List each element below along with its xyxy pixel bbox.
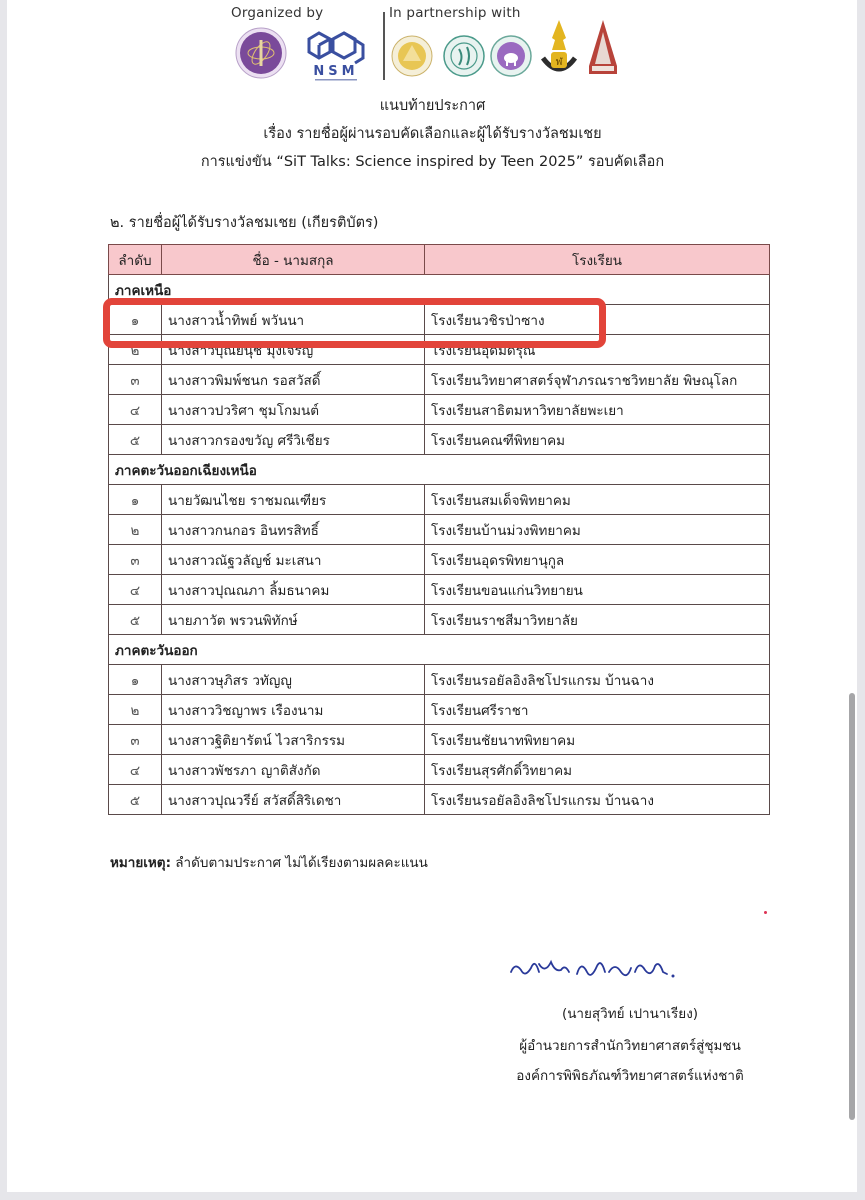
name-cell: นางสาวน้ำทิพย์ พวันนา — [162, 305, 425, 335]
school-cell: โรงเรียนรอยัลอิงลิชโปรแกรม บ้านฉาง — [425, 665, 770, 695]
school-cell: โรงเรียนวชิรป่าซาง — [425, 305, 770, 335]
name-cell: นายภาวัต พรวนพิทักษ์ — [162, 605, 425, 635]
school-cell: โรงเรียนชัยนาทพิทยาคม — [425, 725, 770, 755]
rank-cell: ๕ — [109, 605, 162, 635]
school-cell: โรงเรียนบ้านม่วงพิทยาคม — [425, 515, 770, 545]
table-row — [109, 725, 770, 755]
note-text: ลำดับตามประกาศ ไม่ได้เรียงตามผลคะแนน — [170, 855, 428, 871]
rank-cell: ๕ — [109, 425, 162, 455]
table-row — [109, 395, 770, 425]
name-cell: นางสาวปุณณภา ลิ้มธนาคม — [162, 575, 425, 605]
rank-cell: ๒ — [109, 335, 162, 365]
school-cell: โรงเรียนอุดรพิทยานุกูล — [425, 545, 770, 575]
name-cell: นางสาวพิมพ์ชนก รอสวัสดิ์ — [162, 365, 425, 395]
signatory-position-1: ผู้อำนวยการสำนักวิทยาศาสตร์สู่ชุมชน — [519, 1038, 741, 1054]
name-cell: นางสาวณัฐวลัญช์ มะเสนา — [162, 545, 425, 575]
school-cell: โรงเรียนวิทยาศาสตร์จุฬาภรณราชวิทยาลัย พิษณุโลก — [425, 365, 770, 395]
scrollbar-thumb[interactable] — [849, 693, 855, 1120]
header-school: โรงเรียน — [425, 245, 770, 275]
school-cell: โรงเรียนศรีราชา — [425, 695, 770, 725]
signatory-name: (นายสุวิทย์ เปานาเรียง) — [561, 1006, 699, 1022]
rank-cell: ๓ — [109, 545, 162, 575]
nsm-logo — [303, 25, 369, 83]
organized-by-label: Organized by — [231, 5, 324, 21]
table-row — [109, 605, 770, 635]
school-cell: โรงเรียนอุดมดรุณี — [425, 335, 770, 365]
scrollbar-track[interactable] — [857, 0, 865, 1200]
name-cell: นางสาวพัชรภา ญาติสังกัด — [162, 755, 425, 785]
red-temple-logo — [586, 18, 620, 78]
rank-cell: ๔ — [109, 395, 162, 425]
region-name: ภาคตะวันออก — [109, 635, 770, 665]
school-cell: โรงเรียนขอนแก่นวิทยายน — [425, 575, 770, 605]
name-cell: นางสาวปุณวรีย์ สวัสดิ์สิริเดชา — [162, 785, 425, 815]
name-cell: นางสาวกนกอร อินทรสิทธิ์ — [162, 515, 425, 545]
header-rank: ลำดับ — [109, 245, 162, 275]
document-title — [0, 92, 865, 176]
table-row — [109, 365, 770, 395]
rank-cell: ๒ — [109, 695, 162, 725]
school-cell: โรงเรียนราชสีมาวิทยาลัย — [425, 605, 770, 635]
rank-cell: ๑ — [109, 665, 162, 695]
stray-mark — [764, 911, 767, 914]
school-cell: โรงเรียนรอยัลอิงลิชโปรแกรม บ้านฉาง — [425, 785, 770, 815]
green-seal-logo — [443, 35, 485, 77]
svg-text:ฬ: ฬ — [555, 57, 563, 68]
rank-cell: ๓ — [109, 725, 162, 755]
gold-seal-logo — [391, 35, 433, 77]
header-name: ชื่อ - นามสกุล — [162, 245, 425, 275]
school-cell: โรงเรียนสาธิตมหาวิทยาลัยพะเยา — [425, 395, 770, 425]
rank-cell: ๓ — [109, 365, 162, 395]
title-line-2: เรื่อง รายชื่อผู้ผ่านรอบคัดเลือกและผู้ได้รับรางวัลชมเชย — [263, 126, 602, 142]
name-cell: นายวัฒนไชย ราชมณเฑียร — [162, 485, 425, 515]
purple-seal-logo — [235, 27, 287, 79]
note-label: หมายเหตุ: — [110, 855, 171, 871]
rank-cell: ๒ — [109, 515, 162, 545]
table-row — [109, 515, 770, 545]
table-row — [109, 665, 770, 695]
school-cell: โรงเรียนคณฑีพิทยาคม — [425, 425, 770, 455]
gold-crown-emblem-logo — [539, 18, 579, 80]
partnership-label: In partnership with — [389, 5, 521, 21]
nsm-text: NSM — [313, 64, 359, 79]
table-header-row — [109, 245, 770, 275]
name-cell: นางสาวฐิติยารัตน์ ไวสาริกรรม — [162, 725, 425, 755]
rank-cell: ๑ — [109, 305, 162, 335]
rank-cell: ๑ — [109, 485, 162, 515]
table-row — [109, 695, 770, 725]
rank-cell: ๕ — [109, 785, 162, 815]
handwritten-signature — [505, 950, 705, 994]
table-row — [109, 575, 770, 605]
signatory-position-2: องค์การพิพิธภัณฑ์วิทยาศาสตร์แห่งชาติ — [516, 1068, 744, 1084]
highlight-annotation-box — [103, 298, 606, 348]
region-name: ภาคเหนือ — [109, 275, 770, 305]
table-body — [109, 275, 770, 815]
table-row — [109, 755, 770, 785]
name-cell: นางสาววิชญาพร เรืองนาม — [162, 695, 425, 725]
name-cell: นางสาวษุภิสร วทัญญู — [162, 665, 425, 695]
region-row — [109, 635, 770, 665]
note — [110, 851, 428, 873]
region-row — [109, 455, 770, 485]
school-cell: โรงเรียนสุรศักดิ์วิทยาคม — [425, 755, 770, 785]
title-line-1: แนบท้ายประกาศ — [379, 98, 486, 114]
name-cell: นางสาวกรองขวัญ ศรีวิเชียร — [162, 425, 425, 455]
section-heading: ๒. รายชื่อผู้ได้รับรางวัลชมเชย (เกียรติบัตร) — [110, 215, 379, 231]
school-cell: โรงเรียนสมเด็จพิทยาคม — [425, 485, 770, 515]
table-row — [109, 425, 770, 455]
region-name: ภาคตะวันออกเฉียงเหนือ — [109, 455, 770, 485]
table-row — [109, 785, 770, 815]
name-cell: นางสาวบุณยนุช มุ่งเจริญ — [162, 335, 425, 365]
rank-cell: ๔ — [109, 755, 162, 785]
header-divider — [383, 12, 385, 80]
title-line-3: การแข่งขัน “SiT Talks: Science inspired by Teen 2025” รอบคัดเลือก — [200, 154, 665, 170]
rank-cell: ๔ — [109, 575, 162, 605]
table-row — [109, 545, 770, 575]
name-cell: นางสาวปวริศา ชุมโกมนต์ — [162, 395, 425, 425]
table-row — [109, 485, 770, 515]
purple-elephant-seal-logo — [490, 35, 532, 77]
